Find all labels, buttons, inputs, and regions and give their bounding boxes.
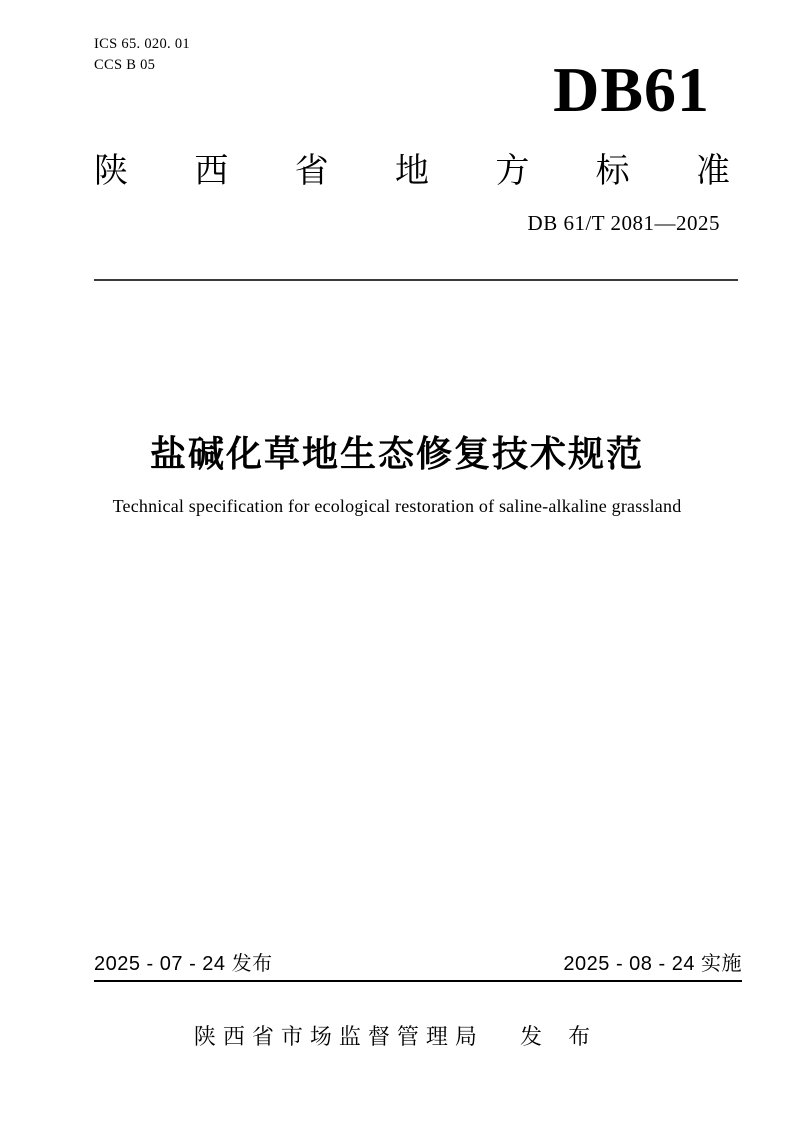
ics-code: ICS 65. 020. 01 xyxy=(94,36,190,52)
standard-type-char: 标 xyxy=(595,152,630,190)
standard-type-char: 地 xyxy=(394,152,429,190)
document-title-english: Technical specification for ecological restoration of saline-alkaline grassland xyxy=(112,496,682,516)
standard-type-char: 准 xyxy=(695,152,730,190)
publisher-row xyxy=(0,1020,794,1051)
implementation-date: 2025 - 08 - 24 实施 xyxy=(563,953,742,975)
header-divider xyxy=(94,279,738,281)
standard-type-title xyxy=(94,151,730,191)
issue-date: 2025 - 07 - 24 发布 xyxy=(94,953,273,975)
publish-label: 发 布 xyxy=(520,1024,601,1049)
classification-codes xyxy=(94,34,190,76)
standard-type-char: 方 xyxy=(495,152,530,190)
document-title-chinese: 盐碱化草地生态修复技术规范 xyxy=(149,433,644,474)
publisher-name: 陕西省市场监督管理局 xyxy=(193,1024,484,1049)
standard-type-char: 西 xyxy=(194,152,229,190)
standard-type-char: 省 xyxy=(294,152,329,190)
ccs-code: CCS B 05 xyxy=(94,57,156,73)
db61-logo: DB61 xyxy=(553,54,710,125)
standard-number: DB 61/T 2081—2025 xyxy=(527,211,720,235)
standard-type-char: 陕 xyxy=(94,152,128,190)
dates-row xyxy=(94,947,742,982)
